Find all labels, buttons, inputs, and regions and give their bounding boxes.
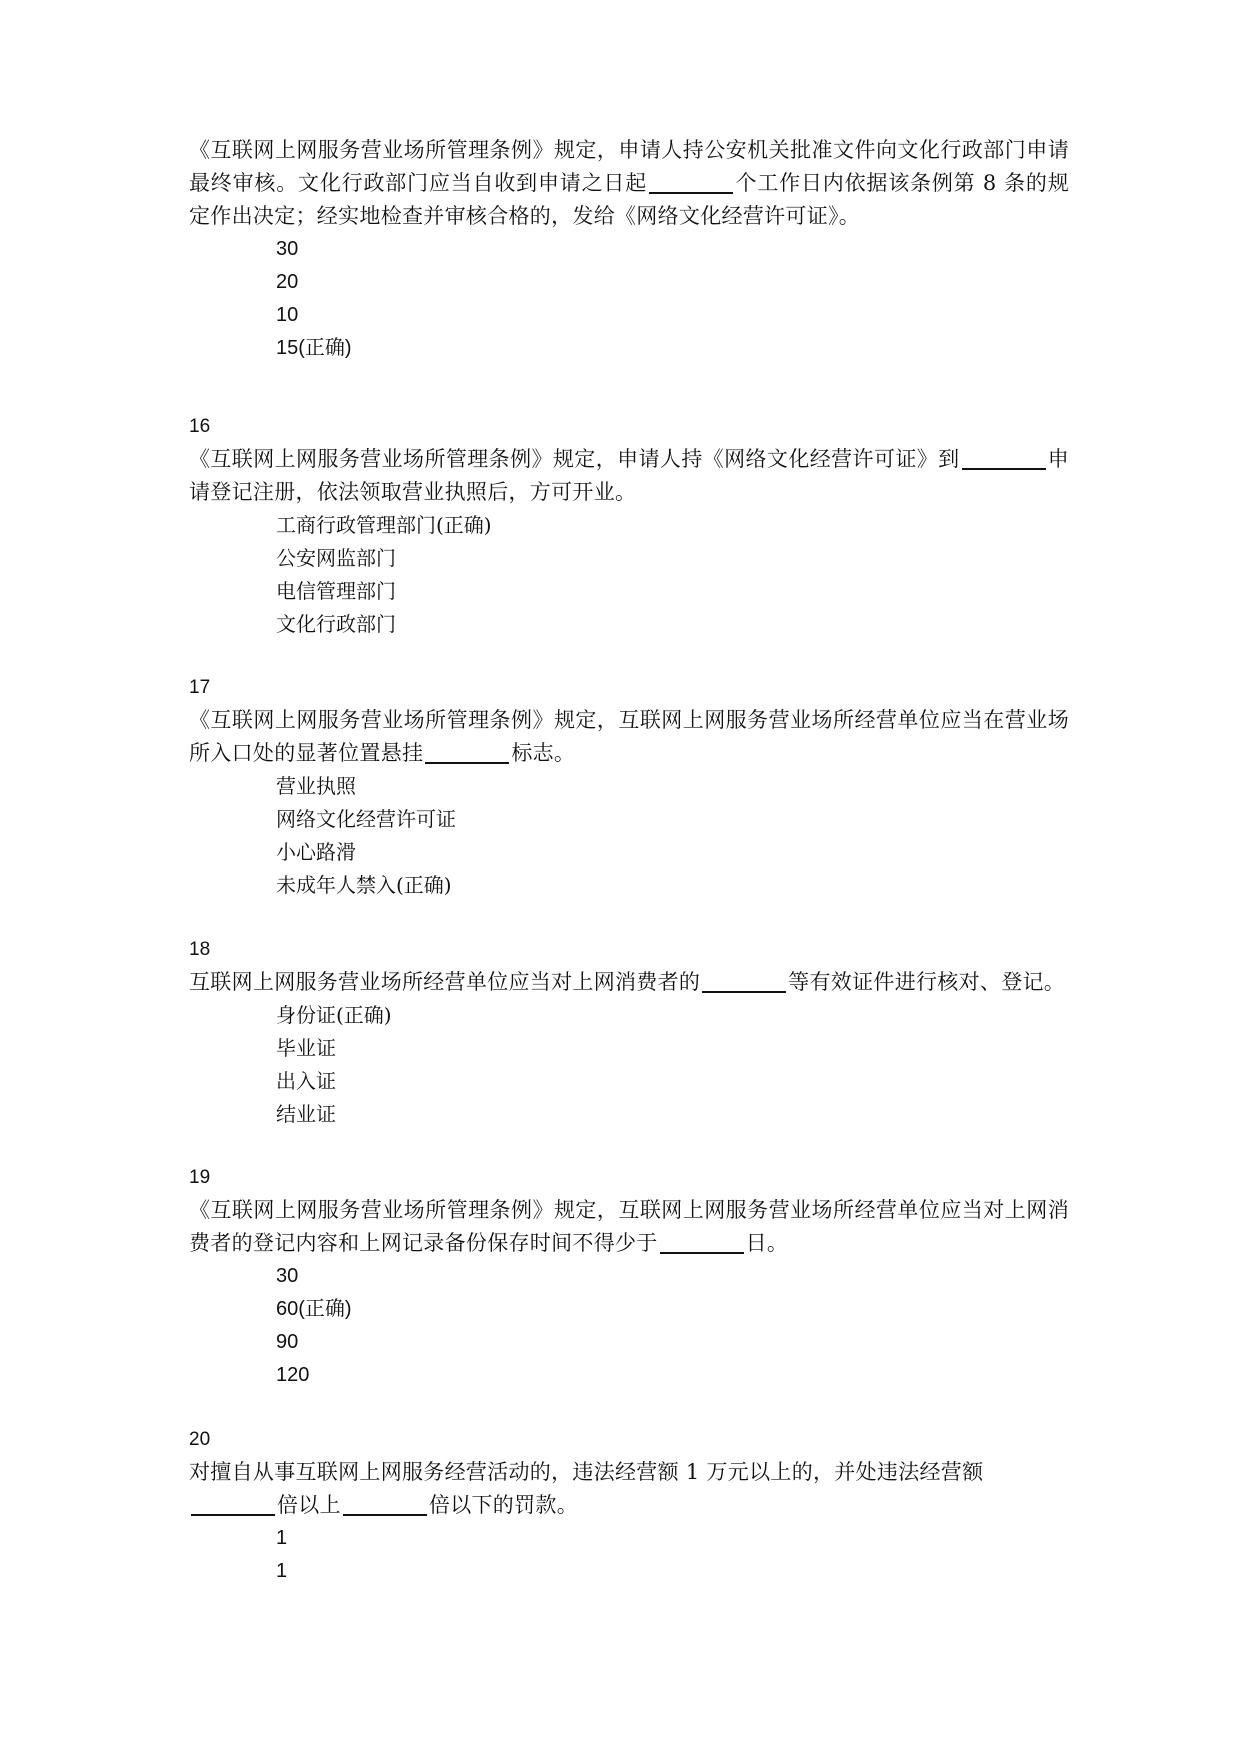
option-list [189,770,1069,902]
option-item: 营业执照 [276,774,356,798]
answer-blank [343,1492,427,1516]
option-item: 身份证(正确) [276,1003,392,1027]
option-item: 公安网监部门 [276,546,396,570]
answer-blank [660,1230,744,1254]
answer-blank [962,446,1046,470]
option-item: 120 [276,1364,310,1386]
question-text: 《互联网上网服务营业场所管理条例》规定，互联网上网服务营业场所经营单位应当在营业场所入口处的显著位置悬挂 标志。 [189,708,1069,765]
option-item: 电信管理部门 [276,579,396,603]
question-block [189,134,1069,365]
answer-blank [702,969,786,993]
answer-blank [649,170,733,194]
question-text: 互联网上网服务营业场所经营单位应当对上网消费者的 等有效证件进行核对、登记。 [189,970,1066,994]
question-text: 《互联网上网服务营业场所管理条例》规定，申请人持《网络文化经营许可证》到 申请登记注册，依法领取营业执照后，方可开业。 [189,447,1069,504]
option-item: 网络文化经营许可证 [276,807,456,831]
option-item: 1 [276,1560,288,1582]
question-block [189,1423,1069,1588]
option-list [189,1522,1069,1588]
option-list [189,509,1069,641]
question-number: 20 [189,1429,211,1450]
question-number: 16 [189,416,211,437]
option-item: 90 [276,1331,299,1353]
option-item: 10 [276,304,299,326]
option-item: 文化行政部门 [276,612,396,636]
option-item: 毕业证 [276,1036,336,1060]
question-number: 18 [189,939,211,960]
answer-blank [191,1492,275,1516]
question-block [189,1161,1069,1392]
option-item: 小心路滑 [276,840,356,864]
question-number: 17 [189,677,211,698]
option-item: 30 [276,238,299,260]
question-text: 《互联网上网服务营业场所管理条例》规定，互联网上网服务营业场所经营单位应当对上网消费者的登记内容和上网记录备份保存时间不得少于 日。 [189,1198,1069,1255]
answer-blank [425,740,509,764]
question-block [189,933,1069,1131]
question-text: 《互联网上网服务营业场所管理条例》规定，申请人持公安机关批准文件向文化行政部门申请最终审核。文化行政部门应当自收到申请之日起 个工作日内依据该条例第 8 条的规定作出决定；经实地检查并审核合格的，发给《网络文化经营许可证》。 [189,138,1069,228]
question-block [189,410,1069,641]
question-block [189,671,1069,902]
option-item: 结业证 [276,1102,336,1126]
option-item: 出入证 [276,1069,336,1093]
option-list [189,233,1069,365]
option-item: 20 [276,271,299,293]
option-list [189,999,1069,1131]
option-item: 工商行政管理部门(正确) [276,513,492,537]
question-number: 19 [189,1167,211,1188]
option-item: 15(正确) [276,337,352,359]
option-list [189,1260,1069,1392]
option-item: 未成年人禁入(正确) [276,873,452,897]
option-item: 1 [276,1527,288,1549]
option-item: 60(正确) [276,1298,352,1320]
question-text: 对擅自从事互联网上网服务经营活动的，违法经营额 1 万元以上的，并处违法经营额 倍以上 倍以下的罚款。 [189,1460,984,1517]
option-item: 30 [276,1265,299,1287]
